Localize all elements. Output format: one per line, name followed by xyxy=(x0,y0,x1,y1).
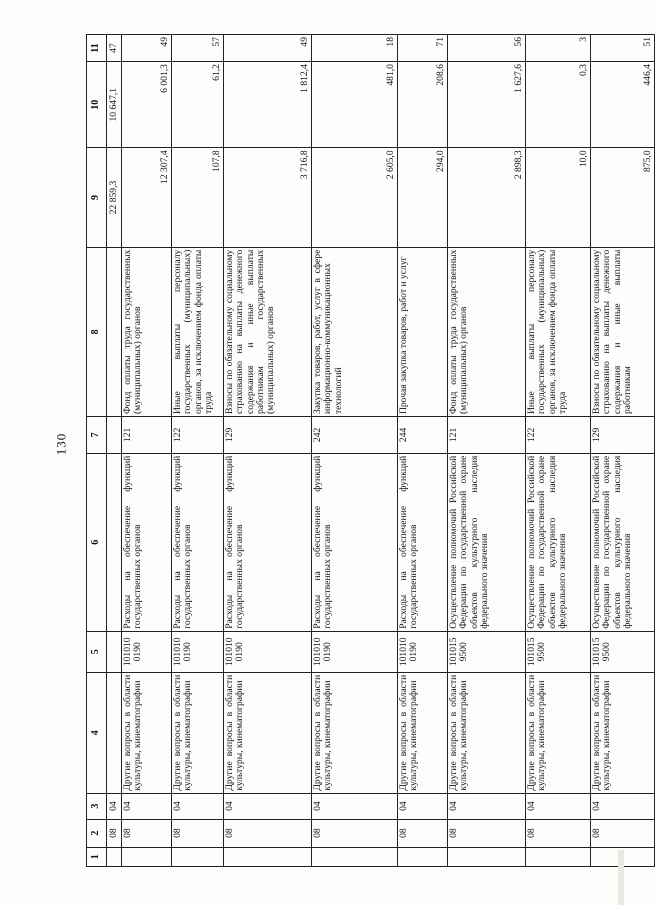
table-row xyxy=(172,35,224,867)
header-row xyxy=(87,35,107,867)
cell xyxy=(107,631,122,672)
cell-c10: 208,6 xyxy=(398,62,448,148)
cell-c1 xyxy=(448,847,526,866)
cell-c4: Другие вопросы в области культуры, кинематографии xyxy=(312,672,398,793)
cell-c7: 129 xyxy=(591,417,655,454)
cell-c10: 61,2 xyxy=(172,62,224,148)
cell-c3: 04 xyxy=(224,793,312,819)
cell-c4: Другие вопросы в области культуры, кинематографии xyxy=(122,672,172,793)
cell-c8: Взносы по обязательному социальному страхованию на выплаты денежного содержания и иные выплаты работникам xyxy=(591,247,655,416)
cell-c8: Иные выплаты персоналу государственных (муниципальных) органов, за исключением фонда оплаты труда xyxy=(526,247,591,416)
cell-c2: 08 xyxy=(526,819,591,847)
budget-table xyxy=(86,34,655,867)
cell-c3: 04 xyxy=(172,793,224,819)
cell-c10: 481,0 xyxy=(312,62,398,148)
cell-c5: 101015 9500 xyxy=(448,631,526,672)
table-row xyxy=(448,35,526,867)
cell-c11: 3 xyxy=(526,35,591,62)
cell-c5: 101015 9500 xyxy=(591,631,655,672)
cell-c9: 294,0 xyxy=(398,148,448,247)
cell-c9: 875,0 xyxy=(591,148,655,247)
header-col-1: 1 xyxy=(87,847,107,866)
cell-c4: Другие вопросы в области культуры, кинематографии xyxy=(448,672,526,793)
cell-c7: 244 xyxy=(398,417,448,454)
cell-c1 xyxy=(312,847,398,866)
cell-c8: Фонд оплаты труда государственных (муниципальных) органов xyxy=(448,247,526,416)
cell-c3: 04 xyxy=(312,793,398,819)
cell-c5: 101010 0190 xyxy=(398,631,448,672)
cell-c9: 2 605,0 xyxy=(312,148,398,247)
table-row xyxy=(591,35,655,867)
table-row xyxy=(224,35,312,867)
header-col-8: 8 xyxy=(87,247,107,416)
cell-c7: 121 xyxy=(122,417,172,454)
cell-c7: 129 xyxy=(224,417,312,454)
cell-c6: Осуществление полномочий Российской Федерации по государственной охране объектов культурного наследия федерального значения xyxy=(591,453,655,631)
cell xyxy=(107,453,122,631)
cell-c1 xyxy=(122,847,172,866)
page-number: 130 xyxy=(53,432,69,456)
cell xyxy=(107,847,122,866)
cell-c2: 08 xyxy=(312,819,398,847)
cell-c7: 121 xyxy=(448,417,526,454)
cell-c5: 101010 0190 xyxy=(312,631,398,672)
cell-c3: 04 xyxy=(448,793,526,819)
cell-c2: 08 xyxy=(398,819,448,847)
cell-c5: 101010 0190 xyxy=(172,631,224,672)
table-row xyxy=(398,35,448,867)
cell-c6: Расходы на обеспечение функций государственных органов xyxy=(172,453,224,631)
cell-c11: 18 xyxy=(312,35,398,62)
cell-c11: 51 xyxy=(591,35,655,62)
header-col-5: 5 xyxy=(87,631,107,672)
cell-c8: Иные выплаты персоналу государственных (муниципальных) органов, за исключением фонда оплаты труда xyxy=(172,247,224,416)
cell xyxy=(107,417,122,454)
cell-c10: 446,4 xyxy=(591,62,655,148)
cell: 22 859,3 xyxy=(107,148,122,247)
cell-c8: Прочая закупка товаров, работ и услуг xyxy=(398,247,448,416)
cell-c2: 08 xyxy=(224,819,312,847)
header-col-9: 9 xyxy=(87,148,107,247)
header-col-11: 11 xyxy=(87,35,107,62)
table-row xyxy=(122,35,172,867)
cell-c8: Закупка товаров, работ, услуг в сфере информационно-коммуникационных технологий xyxy=(312,247,398,416)
header-col-6: 6 xyxy=(87,453,107,631)
cell-c10: 0,3 xyxy=(526,62,591,148)
cell-c8: Фонд оплаты труда государственных (муниципальных) органов xyxy=(122,247,172,416)
cell-c6: Осуществление полномочий Российской Федерации по государственной охране объектов культурного наследия федерального значения xyxy=(526,453,591,631)
cell-c9: 3 716,8 xyxy=(224,148,312,247)
header-col-10: 10 xyxy=(87,62,107,148)
cell-c2: 08 xyxy=(172,819,224,847)
cell-c9: 10,0 xyxy=(526,148,591,247)
header-col-3: 3 xyxy=(87,793,107,819)
cell-c11: 49 xyxy=(224,35,312,62)
header-col-4: 4 xyxy=(87,672,107,793)
cell-c6: Расходы на обеспечение функций государственных органов xyxy=(122,453,172,631)
cell-c11: 49 xyxy=(122,35,172,62)
table-row xyxy=(312,35,398,867)
cell-c11: 56 xyxy=(448,35,526,62)
cell-c4: Другие вопросы в области культуры, кинематографии xyxy=(526,672,591,793)
cell-c3: 04 xyxy=(526,793,591,819)
cell-c4: Другие вопросы в области культуры, кинематографии xyxy=(172,672,224,793)
cell: 04 xyxy=(107,793,122,819)
cell-c9: 2 898,3 xyxy=(448,148,526,247)
cell-c4: Другие вопросы в области культуры, кинематографии xyxy=(591,672,655,793)
cell-c6: Расходы на обеспечение функций государственных органов xyxy=(398,453,448,631)
cell-c1 xyxy=(398,847,448,866)
cell-c7: 122 xyxy=(526,417,591,454)
cell xyxy=(107,247,122,416)
cell-c3: 04 xyxy=(122,793,172,819)
cell-c4: Другие вопросы в области культуры, кинематографии xyxy=(398,672,448,793)
cell-c5: 101010 0190 xyxy=(122,631,172,672)
rotated-table-wrapper xyxy=(86,34,653,867)
cell-c5: 101015 9500 xyxy=(526,631,591,672)
cell: 47 xyxy=(107,35,122,62)
cell-c10: 6 001,3 xyxy=(122,62,172,148)
cell-c1 xyxy=(224,847,312,866)
cell-c10: 1 812,4 xyxy=(224,62,312,148)
cell-c6: Осуществление полномочий Российской Федерации по государственной охране объектов культурного наследия федерального значения xyxy=(448,453,526,631)
cell-c3: 04 xyxy=(398,793,448,819)
cell-c6: Расходы на обеспечение функций государственных органов xyxy=(312,453,398,631)
cell-c2: 08 xyxy=(591,819,655,847)
cell-c11: 71 xyxy=(398,35,448,62)
table-row xyxy=(526,35,591,867)
cell-c2: 08 xyxy=(448,819,526,847)
cell-c7: 242 xyxy=(312,417,398,454)
scan-edge-mark xyxy=(618,850,624,905)
cell-c3: 04 xyxy=(591,793,655,819)
cell: 08 xyxy=(107,819,122,847)
cell xyxy=(107,672,122,793)
cell-c10: 1 627,6 xyxy=(448,62,526,148)
cell-c1 xyxy=(526,847,591,866)
subheader-row xyxy=(107,35,122,867)
cell-c1 xyxy=(172,847,224,866)
cell-c5: 101010 0190 xyxy=(224,631,312,672)
header-col-7: 7 xyxy=(87,417,107,454)
cell-c9: 107,8 xyxy=(172,148,224,247)
cell-c9: 12 307,4 xyxy=(122,148,172,247)
cell-c6: Расходы на обеспечение функций государственных органов xyxy=(224,453,312,631)
header-col-2: 2 xyxy=(87,819,107,847)
cell: 10 647,1 xyxy=(107,62,122,148)
cell-c8: Взносы по обязательному социальному страхованию на выплаты денежного содержания и иные выплаты работникам государственных (муниципальных) органов xyxy=(224,247,312,416)
cell-c7: 122 xyxy=(172,417,224,454)
cell-c4: Другие вопросы в области культуры, кинематографии xyxy=(224,672,312,793)
cell-c2: 08 xyxy=(122,819,172,847)
cell-c11: 57 xyxy=(172,35,224,62)
